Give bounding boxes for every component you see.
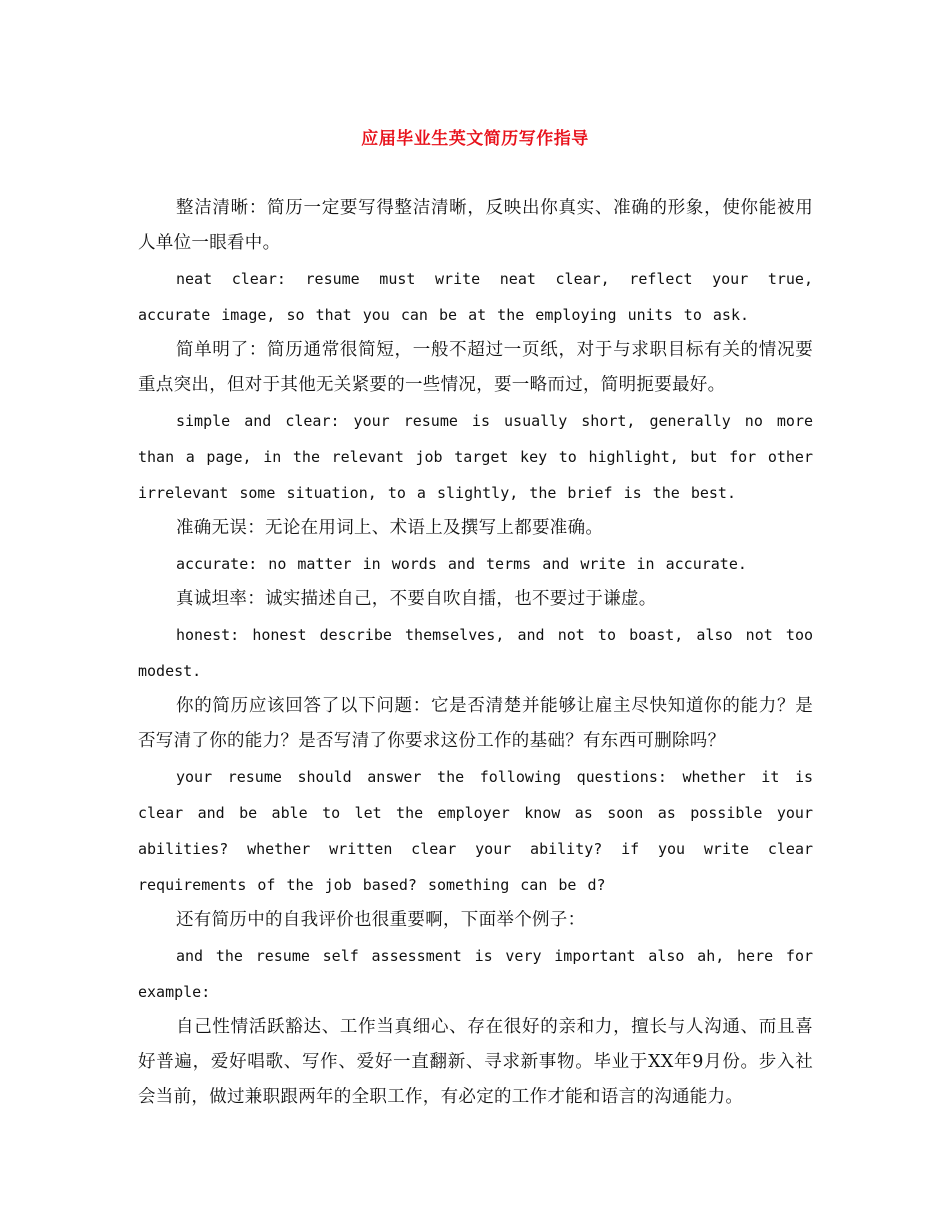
paragraph-self-assessment-example-zh: 自己性情活跃豁达、工作当真细心、存在很好的亲和力，擅长与人沟通、而且喜好普遍，爱好唱歌、写作、爱好一直翻新、寻求新事物。毕业于XX年9月份。步入社会当前，做过兼职跟两年的全职工作，有必定的工作才能和语言的沟通能力。 <box>138 1017 813 1107</box>
document-title: 应届毕业生英文简历写作指导 <box>361 129 589 149</box>
paragraph-neat-clear-zh: 整洁清晰：简历一定要写得整洁清晰，反映出你真实、准确的形象，使你能被用人单位一眼看中。 <box>138 198 813 253</box>
paragraph-honest-zh: 真诚坦率：诚实描述自己，不要自吹自擂，也不要过于谦虚。 <box>176 589 657 609</box>
paragraph-self-assessment-intro-zh: 还有简历中的自我评价也很重要啊，下面举个例子： <box>176 910 586 930</box>
paragraph-self-assessment-intro-en: and the resume self assessment is very important also ah, here for example: <box>138 947 813 1001</box>
paragraph-accurate-zh: 准确无误：无论在用词上、术语上及撰写上都要准确。 <box>176 518 604 538</box>
paragraph-neat-clear-en: neat clear: resume must write neat clear, reflect your true, accurate image, so that you can be at the employing units to ask. <box>138 270 813 324</box>
paragraph-questions-zh: 你的简历应该回答了以下问题：它是否清楚并能够让雇主尽快知道你的能力？是否写清了你的能力？是否写清了你要求这份工作的基础？有东西可删除吗？ <box>138 696 813 751</box>
paragraph-honest-en: honest: honest describe themselves, and not to boast, also not too modest. <box>138 626 813 680</box>
document-body <box>138 191 813 1115</box>
paragraph-accurate-en: accurate: no matter in words and terms and write in accurate. <box>176 555 747 573</box>
paragraph-simple-clear-zh: 简单明了：简历通常很简短，一般不超过一页纸，对于与求职目标有关的情况要重点突出，但对于其他无关紧要的一些情况，要一略而过，简明扼要最好。 <box>138 340 813 395</box>
paragraph-questions-en: your resume should answer the following questions: whether it is clear and be able to let the employer know as soon as possible your abilities? whether written clear your ability? if you write clear requirements of the job based? something can be d? <box>138 768 813 894</box>
paragraph-simple-clear-en: simple and clear: your resume is usually short, generally no more than a page, in the relevant job target key to highlight, but for other irrelevant some situation, to a slightly, the brief is the best. <box>138 412 813 502</box>
